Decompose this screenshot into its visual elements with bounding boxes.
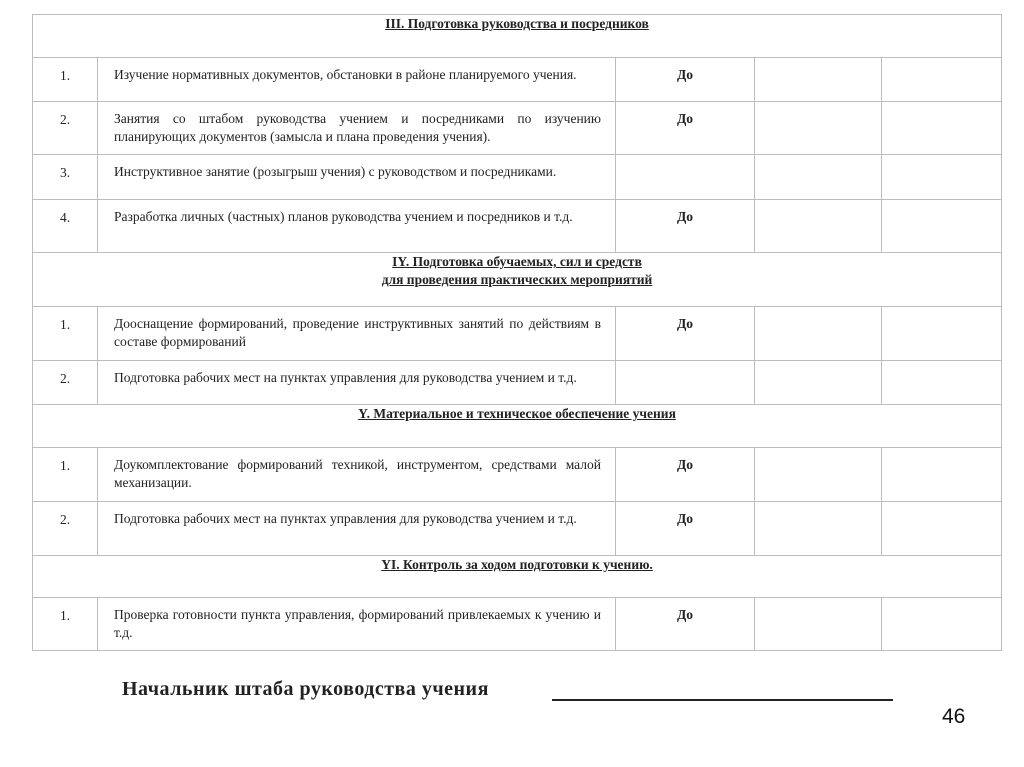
- empty-cell: [755, 200, 882, 253]
- section-4-title-line-1: IY. Подготовка обучаемых, сил и средств: [392, 254, 642, 269]
- row-number: 2.: [33, 502, 98, 556]
- row-description: Дооснащение формирований, проведение инструктивных занятий по действиям в составе формирований: [98, 307, 616, 361]
- row-due: До: [616, 307, 755, 361]
- section-6-title: YI. Контроль за ходом подготовки к учению.: [33, 556, 1002, 598]
- row-number: 1.: [33, 598, 98, 651]
- signature-label: Начальник штаба руководства учения: [122, 678, 489, 700]
- table-row: [33, 200, 1002, 253]
- row-description: Изучение нормативных документов, обстановки в районе планируемого учения.: [98, 58, 616, 102]
- empty-cell: [755, 448, 882, 502]
- section-3-title: III. Подготовка руководства и посредников: [33, 15, 1002, 58]
- row-number: 1.: [33, 448, 98, 502]
- empty-cell: [755, 361, 882, 405]
- section-5-title: Y. Материальное и техническое обеспечение учения: [33, 405, 1002, 448]
- row-description: Занятия со штабом руководства учением и посредниками по изучению планирующих документов (замысла и плана проведения учения).: [98, 102, 616, 155]
- row-description: Проверка готовности пункта управления, формирований привлекаемых к учению и т.д.: [98, 598, 616, 651]
- row-due: До: [616, 448, 755, 502]
- empty-cell: [882, 200, 1002, 253]
- row-number: 2.: [33, 102, 98, 155]
- empty-cell: [755, 307, 882, 361]
- row-due: До: [616, 58, 755, 102]
- empty-cell: [755, 155, 882, 200]
- row-description: Подготовка рабочих мест на пунктах управления для руководства учением и т.д.: [98, 502, 616, 556]
- signature-line: [552, 699, 893, 701]
- empty-cell: [882, 598, 1002, 651]
- empty-cell: [882, 448, 1002, 502]
- row-description: Подготовка рабочих мест на пунктах управления для руководства учением и т.д.: [98, 361, 616, 405]
- section-4-title-line-2: для проведения практических мероприятий: [381, 272, 653, 287]
- section-header-row: [33, 253, 1002, 307]
- row-due: [616, 361, 755, 405]
- row-number: 1.: [33, 58, 98, 102]
- row-number: 1.: [33, 307, 98, 361]
- table-row: [33, 361, 1002, 405]
- empty-cell: [882, 502, 1002, 556]
- table-row: [33, 155, 1002, 200]
- row-description: Инструктивное занятие (розыгрыш учения) с руководством и посредниками.: [98, 155, 616, 200]
- row-due: [616, 155, 755, 200]
- row-number: 2.: [33, 361, 98, 405]
- empty-cell: [882, 102, 1002, 155]
- row-due: До: [616, 102, 755, 155]
- empty-cell: [882, 58, 1002, 102]
- table-row: [33, 58, 1002, 102]
- page-number: 46: [942, 705, 966, 728]
- row-due: До: [616, 598, 755, 651]
- section-4-title: [33, 253, 1002, 307]
- table-row: [33, 448, 1002, 502]
- exercise-plan-table: [32, 14, 1002, 651]
- row-number: 4.: [33, 200, 98, 253]
- row-number: 3.: [33, 155, 98, 200]
- empty-cell: [755, 502, 882, 556]
- empty-cell: [882, 155, 1002, 200]
- empty-cell: [882, 361, 1002, 405]
- table-row: [33, 307, 1002, 361]
- row-description: Разработка личных (частных) планов руководства учением и посредников и т.д.: [98, 200, 616, 253]
- section-header-row: [33, 15, 1002, 58]
- empty-cell: [882, 307, 1002, 361]
- empty-cell: [755, 598, 882, 651]
- table-row: [33, 102, 1002, 155]
- empty-cell: [755, 102, 882, 155]
- row-description: Доукомплектование формирований техникой, инструментом, средствами малой механизации.: [98, 448, 616, 502]
- section-header-row: [33, 556, 1002, 598]
- row-due: До: [616, 502, 755, 556]
- row-due: До: [616, 200, 755, 253]
- empty-cell: [755, 58, 882, 102]
- table-row: [33, 502, 1002, 556]
- section-header-row: [33, 405, 1002, 448]
- table-row: [33, 598, 1002, 651]
